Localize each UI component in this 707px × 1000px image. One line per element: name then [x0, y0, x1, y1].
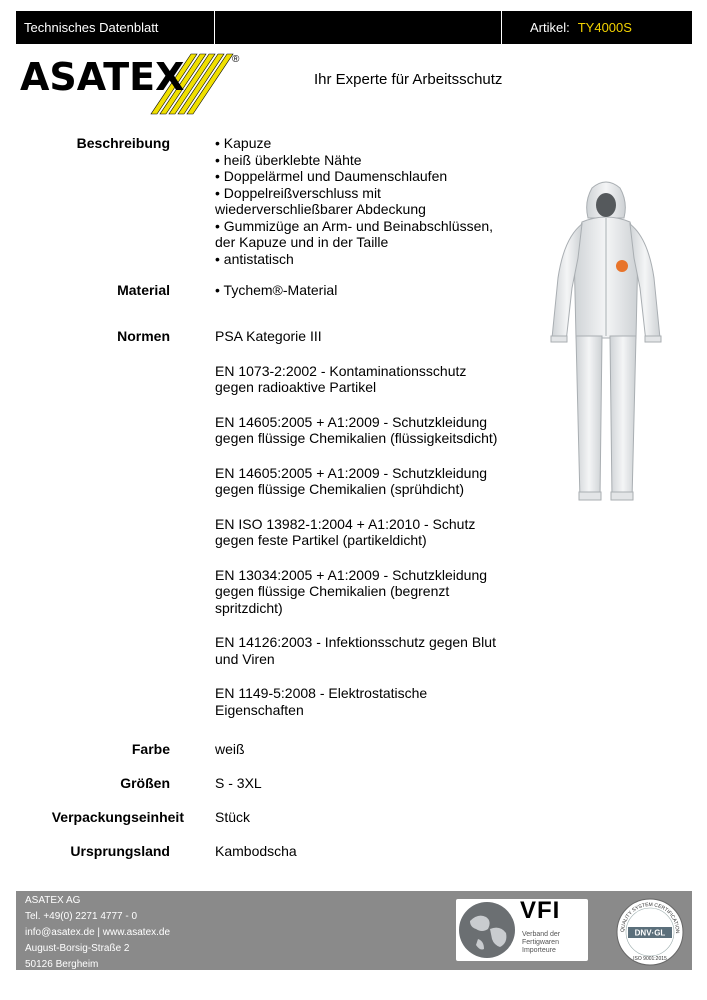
- norm-line: EN 1149-5:2008 - Elektrostatische: [215, 685, 428, 701]
- header-bar: [16, 11, 692, 44]
- seal-bottom-text: ISO 9001:2015: [633, 956, 667, 962]
- street-address: August-Borsig-Straße 2: [25, 943, 130, 954]
- seal-top-text: QUALITY SYSTEM CERTIFICATION: [619, 901, 681, 934]
- article-label: Artikel:: [530, 20, 570, 35]
- spec-label: Farbe: [131, 741, 170, 757]
- vfi-line: Fertigwaren: [522, 939, 559, 946]
- spec-line: • antistatisch: [215, 250, 294, 267]
- spec-value: Stück: [215, 809, 251, 825]
- spec-label: Material: [117, 282, 170, 298]
- vfi-line: Verband der: [522, 931, 561, 938]
- spec-value: weiß: [215, 741, 245, 757]
- coverall-product-image: [546, 178, 666, 510]
- logo-wordmark: ASATEX: [20, 55, 185, 99]
- spec-value: Kambodscha: [215, 843, 297, 859]
- spec-label: Verpackungseinheit: [51, 809, 184, 825]
- spec-line: • heiß überklebte Nähte: [215, 151, 362, 168]
- company-name: ASATEX AG: [25, 895, 81, 906]
- vfi-wordmark: VFI: [520, 897, 561, 924]
- spec-value: S - 3XL: [215, 775, 262, 791]
- spec-line: wiederverschließbarer Abdeckung: [215, 201, 426, 217]
- norm-line: spritzdicht): [215, 599, 283, 616]
- spec-label: Größen: [120, 775, 170, 791]
- header-spacer-cell: [214, 11, 502, 44]
- spec-label: Beschreibung: [76, 135, 170, 151]
- norm-line: EN 1073-2:2002 - Kontaminationsschutz: [215, 362, 467, 379]
- vfi-subtitle: [522, 931, 560, 955]
- spec-value: • Tychem®-Material: [215, 282, 338, 298]
- city-address: 50126 Bergheim: [25, 959, 99, 970]
- asatex-logo: [20, 52, 245, 116]
- norm-line: gegen flüssige Chemikalien (flüssigkeitsdicht): [215, 430, 498, 446]
- vfi-logo: [456, 899, 588, 961]
- company-address: [25, 893, 170, 973]
- seal-mid-text: DNV·GL: [634, 928, 666, 938]
- document-type: Technisches Datenblatt: [24, 20, 159, 35]
- spec-line: der Kapuze und in der Taille: [215, 234, 389, 250]
- spec-line: • Doppelreißverschluss mit: [215, 184, 381, 201]
- norm-line: gegen radioaktive Partikel: [215, 379, 377, 395]
- vfi-line: Importeure: [522, 947, 556, 954]
- norm-line: Eigenschaften: [215, 701, 304, 718]
- norm-line: PSA Kategorie III: [215, 328, 322, 344]
- spec-line: • Kapuze: [215, 135, 272, 151]
- spec-line: • Doppelärmel und Daumenschlaufen: [215, 168, 448, 184]
- article-number: TY4000S: [577, 20, 632, 35]
- spec-label: Normen: [117, 328, 170, 344]
- norm-line: EN 14605:2005 + A1:2009 - Schutzkleidung: [215, 464, 488, 481]
- norm-line: und Viren: [215, 650, 275, 667]
- phone-number: Tel. +49(0) 2271 4777 - 0: [25, 911, 138, 922]
- email-web: info@asatex.de | www.asatex.de: [25, 927, 171, 938]
- dnv-gl-certification-seal: [614, 897, 686, 967]
- spec-line: • Gummizüge an Arm- und Beinabschlüssen,: [215, 217, 494, 234]
- globe-icon: [456, 899, 518, 961]
- spec-label: Ursprungsland: [70, 843, 170, 859]
- norm-line: EN 14126:2003 - Infektionsschutz gegen Blut: [215, 634, 496, 650]
- spec-value-list: [215, 328, 515, 718]
- spec-value-list: [215, 135, 515, 267]
- article-cell: [502, 11, 692, 44]
- norm-line: EN ISO 13982-1:2004 + A1:2010 - Schutz: [215, 515, 476, 532]
- norm-line: gegen feste Partikel (partikeldicht): [215, 532, 427, 548]
- footer: [16, 891, 692, 970]
- norm-line: gegen flüssige Chemikalien (begrenzt: [215, 583, 450, 599]
- norm-line: EN 13034:2005 + A1:2009 - Schutzkleidung: [215, 566, 488, 583]
- registered-mark: ®: [232, 54, 240, 65]
- slogan: Ihr Experte für Arbeitsschutz: [314, 71, 503, 88]
- norm-line: EN 14605:2005 + A1:2009 - Schutzkleidung: [215, 413, 488, 430]
- norm-line: gegen flüssige Chemikalien (sprühdicht): [215, 481, 465, 497]
